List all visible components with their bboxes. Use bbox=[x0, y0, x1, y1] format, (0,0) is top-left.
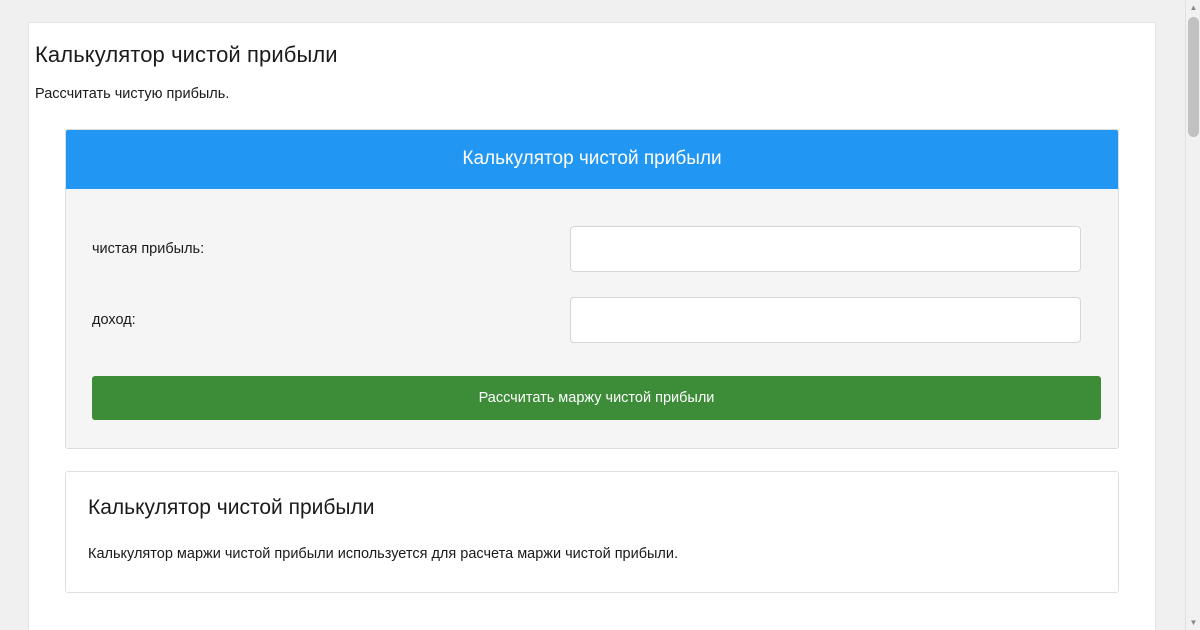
calculate-net-profit-margin-button[interactable]: Рассчитать маржу чистой прибыли bbox=[92, 376, 1101, 420]
page-content bbox=[28, 22, 1156, 630]
article-card bbox=[65, 471, 1119, 593]
form-row-revenue bbox=[92, 284, 1092, 355]
scroll-up-arrow-icon[interactable]: ▲ bbox=[1186, 0, 1200, 15]
article-paragraph: Калькулятор маржи чистой прибыли используется для расчета маржи чистой прибыли. bbox=[88, 546, 679, 562]
revenue-input[interactable] bbox=[570, 297, 1081, 343]
net-profit-calculator-panel bbox=[65, 129, 1119, 449]
calculator-header: Калькулятор чистой прибыли bbox=[66, 130, 1118, 189]
net-profit-input[interactable] bbox=[570, 226, 1081, 272]
page-subtitle: Рассчитать чистую прибыль. bbox=[35, 86, 230, 102]
form-row-net-profit bbox=[92, 213, 1092, 284]
scroll-down-arrow-icon[interactable]: ▼ bbox=[1186, 615, 1200, 630]
revenue-field-wrap bbox=[570, 297, 1092, 343]
revenue-label: доход: bbox=[92, 311, 136, 328]
net-profit-field-wrap bbox=[570, 226, 1092, 272]
article-title: Калькулятор чистой прибыли bbox=[88, 496, 375, 519]
vertical-scrollbar[interactable] bbox=[1185, 0, 1200, 630]
page-title: Калькулятор чистой прибыли bbox=[35, 42, 338, 67]
net-profit-label: чистая прибыль: bbox=[92, 240, 205, 257]
scrollbar-thumb[interactable] bbox=[1188, 17, 1199, 137]
calculator-form bbox=[66, 189, 1118, 448]
